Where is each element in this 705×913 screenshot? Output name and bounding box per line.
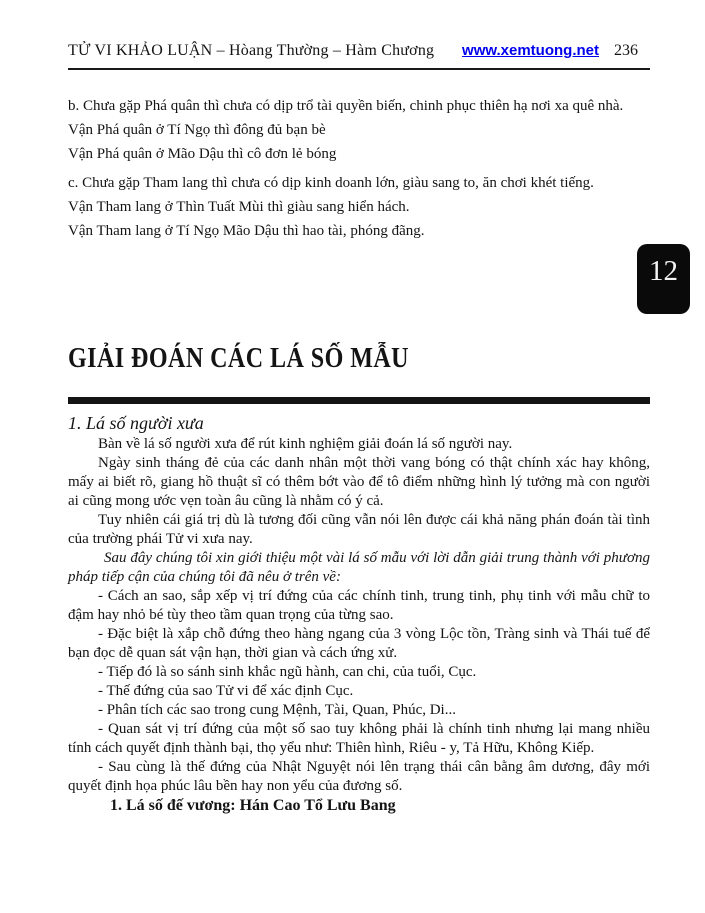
chapter-number-tab: [637, 244, 690, 314]
body-paragraph: - Đặc biệt là xắp chỗ đứng theo hàng ngang của 3 vòng Lộc tồn, Tràng sinh và Thái tuế để bạn đọc dễ quan sát vận hạn, thời gian và cách ứng xử.: [68, 626, 650, 661]
body-paragraph: Bàn về lá số người xưa để rút kinh nghiệm giải đoán lá số người nay.: [98, 436, 513, 452]
body-paragraph: - Cách an sao, sắp xếp vị trí đứng của các chính tinh, trung tinh, phụ tinh với mẫu chữ to đậm hay nhỏ bé tùy theo tầm quan trọng của từng sao.: [68, 588, 650, 623]
intro-line: Vận Tham lang ở Tí Ngọ Mão Dậu thì hao tài, phóng đãng.: [68, 223, 425, 239]
body-paragraph: - Tiếp đó là so sánh sinh khắc ngũ hành, can chi, của tuổi, Cục.: [98, 664, 477, 680]
body-paragraph: Ngày sinh tháng đẻ của các danh nhân một thời vang bóng có thật chính xác hay không, mấy ai biết rõ, giang hồ thuật sĩ có thêm bớt vào để tô điểm những hình lý tưởng mà con người ai cũng mong ước vẹn toàn âu cũng là nhằm có ý cả.: [68, 455, 650, 509]
body-paragraph: - Thế đứng của sao Tử vi để xác định Cục.: [98, 683, 354, 699]
intro-paragraph-b: [68, 94, 650, 166]
running-title: TỬ VI KHẢO LUẬN – Hòang Thường – Hàm Chương: [68, 42, 435, 59]
chapter-title: GIẢI ĐOÁN CÁC LÁ SỐ MẪU: [68, 343, 410, 374]
page-number: 236: [614, 42, 638, 59]
body-paragraph: - Phân tích các sao trong cung Mệnh, Tài, Quan, Phúc, Di...: [98, 702, 456, 718]
website-link[interactable]: www.xemtuong.net: [462, 42, 599, 59]
body-paragraph: - Sau cùng là thế đứng của Nhật Nguyệt nói lên trạng thái cân bằng âm dương, đây mới quyết định họa phúc lâu bền hay non yểu của đương số.: [68, 759, 650, 794]
body-paragraph: Tuy nhiên cái giá trị dù là tương đối cũng vẫn nói lên được cái khả năng phán đoán tài tình của trường phái Tử vi xưa nay.: [68, 512, 650, 547]
page-header: [68, 42, 650, 70]
body-paragraph: Sau đây chúng tôi xin giới thiệu một vài lá số mẫu với lời dẫn giải trung thành với phương pháp tiếp cận của chúng tôi đã nêu ở trên về:: [68, 550, 650, 585]
intro-line: c. Chưa gặp Tham lang thì chưa có dịp kinh doanh lớn, giàu sang to, ăn chơi khét tiếng.: [68, 175, 594, 191]
intro-line: Vận Phá quân ở Mão Dậu thì cô đơn lẻ bóng: [68, 146, 337, 162]
intro-line: Vận Phá quân ở Tí Ngọ thì đông đủ bạn bè: [68, 122, 326, 138]
chapter-number: 12: [649, 255, 678, 287]
section-body: [68, 435, 650, 815]
subsection-heading: 1. Lá số đế vương: Hán Cao Tổ Lưu Bang: [110, 797, 396, 814]
intro-paragraph-c: [68, 171, 650, 243]
intro-section: [68, 94, 650, 243]
header-right-group: [462, 42, 638, 60]
page-content: [68, 42, 650, 815]
intro-line: Vận Tham lang ở Thìn Tuất Mùi thì giàu sang hiển hách.: [68, 199, 410, 215]
intro-line: b. Chưa gặp Phá quân thì chưa có dịp trổ tài quyền biến, chinh phục thiên hạ nơi xa quê nhà.: [68, 98, 624, 114]
body-paragraph: - Quan sát vị trí đứng của một số sao tuy không phải là chính tinh nhưng lại mang nhiều tính cách quyết định thành bại, thọ yểu như: Thiên hình, Riêu - y, Tả Hữu, Không Kiếp.: [68, 721, 650, 756]
chapter-divider-rule: [68, 397, 650, 404]
section-heading: 1. Lá số người xưa: [68, 413, 204, 433]
